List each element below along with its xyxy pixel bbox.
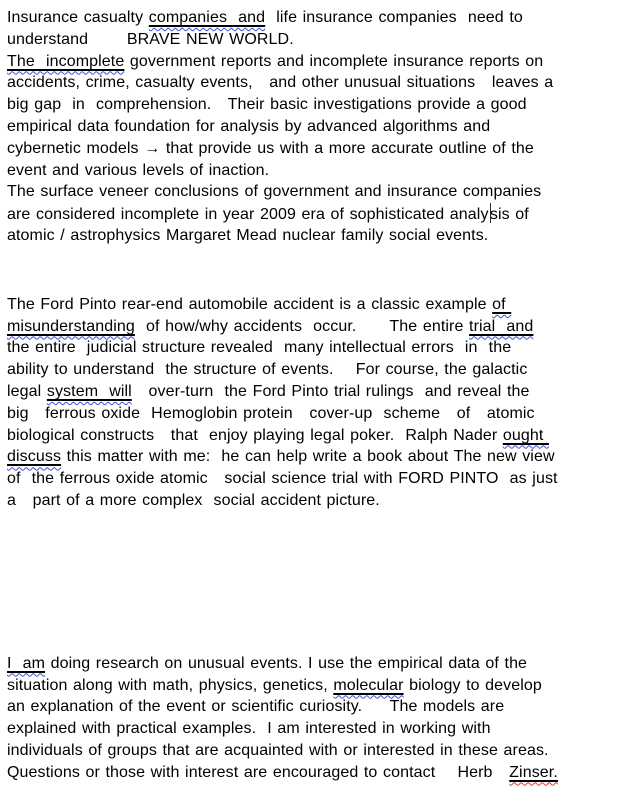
text-line <box>7 225 628 247</box>
text-run: legal <box>7 382 47 400</box>
text-run: individuals of groups that are acquainted with or interested in these areas. <box>7 741 549 759</box>
blue-squiggle-run: discuss <box>7 448 62 466</box>
blue-squiggle-run: The incomplete <box>7 52 125 70</box>
text-line <box>7 51 628 73</box>
text-run: biological constructs that enjoy playing legal poker. Ralph Nader <box>7 426 503 444</box>
text-line <box>7 29 628 51</box>
document-body[interactable] <box>7 7 628 784</box>
text-run: this matter with me: he can help write a book about The new view <box>61 448 555 466</box>
text-run: ability to understand the structure of events. For course, the galactic <box>7 361 528 379</box>
text-run: situation along with math, physics, genetics, <box>7 676 334 694</box>
text-run: of how/why accidents occur. The entire <box>134 317 470 335</box>
text-line <box>7 740 628 762</box>
paragraph-1 <box>7 7 628 247</box>
text-run: cybernetic models → that provide us with a more accurate outline of the <box>7 139 534 157</box>
text-line <box>7 160 628 182</box>
blue-squiggle-run: ought <box>502 426 549 444</box>
text-run: over-turn the Ford Pinto trial rulings and reveal the <box>131 382 530 400</box>
text-line <box>7 425 628 447</box>
underlined-text-blue-squiggle <box>503 427 549 444</box>
underlined-text-blue-squiggle <box>7 655 45 672</box>
text-line <box>7 675 628 697</box>
text-line <box>7 94 628 116</box>
text-run: accidents, crime, casualty events, and other unusual situations leaves a <box>7 74 554 92</box>
text-run: biology to develop <box>403 676 542 694</box>
text-run: empirical data foundation for analysis by advanced algorithms and <box>7 117 491 135</box>
text-run: a part of a more complex social accident picture. <box>7 491 380 509</box>
text-run: government reports and incomplete insurance reports on <box>124 52 544 70</box>
underlined-text-red-squiggle <box>509 764 558 781</box>
text-line <box>7 316 628 338</box>
blue-squiggle-run: system will <box>46 382 132 400</box>
text-run: life insurance companies need to <box>265 9 523 26</box>
text-line <box>7 468 628 490</box>
text-line <box>7 7 628 29</box>
text-run: doing research on unusual events. I use the empirical data of the <box>45 654 528 672</box>
paragraph-3 <box>7 653 628 784</box>
text-run: atomic / astrophysics Margaret Mead nuclear family social events. <box>7 226 489 244</box>
underlined-text-blue-squiggle <box>333 677 403 694</box>
text-line <box>7 337 628 359</box>
blue-squiggle-run: companies and <box>148 9 266 26</box>
red-squiggle-run: Zinser. <box>509 763 558 781</box>
text-run: big gap in comprehension. Their basic investigations provide a good <box>7 96 527 114</box>
text-line <box>7 718 628 740</box>
text-line <box>7 138 628 160</box>
text-run: of the ferrous oxide atomic social science trial with FORD PINTO as just <box>7 470 558 488</box>
blue-squiggle-run: of <box>492 295 512 313</box>
text-line <box>7 359 628 381</box>
text-run: Insurance casualty <box>7 9 149 26</box>
text-line <box>7 696 628 718</box>
text-line <box>7 490 628 512</box>
underlined-text-blue-squiggle <box>7 448 61 465</box>
underlined-text-blue-squiggle <box>47 383 132 400</box>
text-run: understand BRAVE NEW WORLD. <box>7 30 294 48</box>
text-run: are considered incomplete in year 2009 era of sophisticated analy <box>7 206 489 224</box>
underlined-text-blue-squiggle <box>492 296 511 313</box>
text-run: an explanation of the event or scientific curiosity. The models are <box>7 698 505 716</box>
underlined-text-blue-squiggle <box>149 9 265 26</box>
text-run: sis of <box>489 206 529 224</box>
blue-squiggle-run: molecular <box>333 676 404 694</box>
text-line <box>7 72 628 94</box>
text-line <box>7 762 628 784</box>
text-line <box>7 203 628 225</box>
blue-squiggle-run: I am <box>7 654 46 672</box>
blue-squiggle-run: trial and <box>469 317 534 335</box>
text-run: The surface veneer conclusions of government and insurance companies <box>7 183 542 201</box>
text-line <box>7 653 628 675</box>
text-run: the entire judicial structure revealed many intellectual errors in the <box>7 339 512 357</box>
text-run: Questions or those with interest are encouraged to contact Herb <box>7 763 510 781</box>
text-line <box>7 181 628 203</box>
underlined-text-blue-squiggle <box>7 53 124 70</box>
text-line <box>7 116 628 138</box>
text-run: event and various levels of inaction. <box>7 161 270 179</box>
paragraph-2 <box>7 294 628 512</box>
text-run: The Ford Pinto rear-end automobile accident is a classic example <box>7 295 493 313</box>
underlined-text-blue-squiggle <box>469 318 533 335</box>
text-line <box>7 403 628 425</box>
text-line <box>7 446 628 468</box>
text-line <box>7 294 628 316</box>
underlined-text-blue-squiggle <box>7 318 135 335</box>
text-run: explained with practical examples. I am interested in working with <box>7 720 491 738</box>
text-run: big ferrous oxide Hemoglobin protein cover-up scheme of atomic <box>7 404 535 422</box>
blue-squiggle-run: misunderstanding <box>7 317 135 335</box>
text-line <box>7 381 628 403</box>
